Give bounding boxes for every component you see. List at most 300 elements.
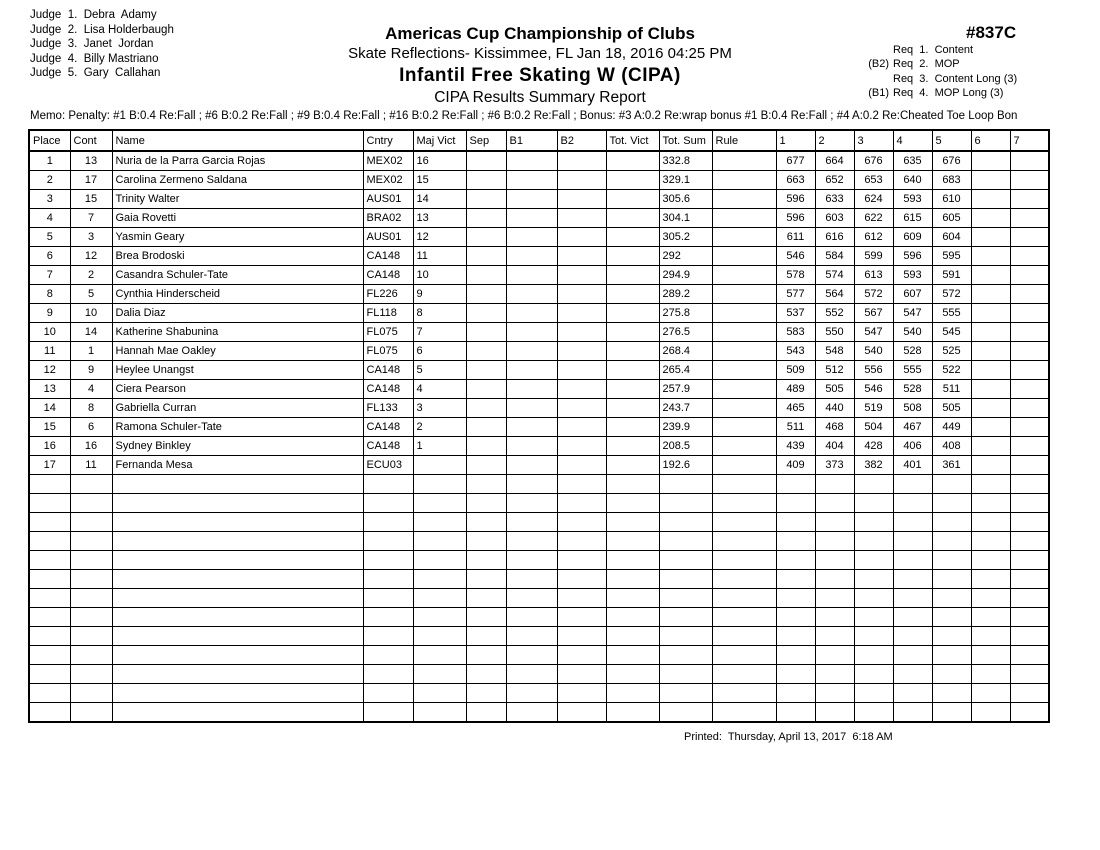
cell-totsum [659, 703, 712, 723]
cell-name: Ramona Schuler-Tate [112, 418, 363, 437]
cell-j6 [971, 684, 1010, 703]
cell-b1 [506, 532, 557, 551]
empty-row [29, 665, 1049, 684]
event-number: #837C [966, 23, 1017, 42]
requirement-prefix: (B1) [868, 86, 889, 99]
cell-cont [70, 684, 112, 703]
cell-j1: 511 [776, 418, 815, 437]
cell-j5 [932, 513, 971, 532]
empty-row [29, 494, 1049, 513]
cell-j1 [776, 532, 815, 551]
cell-j7 [1010, 209, 1049, 228]
cell-sep [466, 646, 506, 665]
cell-majvict: 16 [413, 151, 466, 171]
cell-j6 [971, 513, 1010, 532]
cell-totvict [606, 703, 659, 723]
cell-cont [70, 608, 112, 627]
cell-cont [70, 703, 112, 723]
cell-j3 [854, 589, 893, 608]
cell-j6 [971, 646, 1010, 665]
cell-place: 3 [29, 190, 70, 209]
cell-totvict [606, 665, 659, 684]
cell-sep [466, 665, 506, 684]
cell-sep [466, 475, 506, 494]
cell-totsum [659, 665, 712, 684]
cell-rule [712, 513, 776, 532]
cell-j5 [932, 703, 971, 723]
cell-place: 6 [29, 247, 70, 266]
cell-b1 [506, 494, 557, 513]
cell-totvict [606, 228, 659, 247]
cell-j5: 449 [932, 418, 971, 437]
cell-cont: 4 [70, 380, 112, 399]
cell-j2: 552 [815, 304, 854, 323]
cell-b2 [557, 665, 606, 684]
cell-j6 [971, 627, 1010, 646]
cell-j7 [1010, 703, 1049, 723]
cell-place: 11 [29, 342, 70, 361]
cell-sep [466, 703, 506, 723]
cell-j7 [1010, 228, 1049, 247]
cell-place [29, 608, 70, 627]
cell-majvict: 2 [413, 418, 466, 437]
cell-cntry: CA148 [363, 361, 413, 380]
cell-cntry [363, 551, 413, 570]
cell-j3: 382 [854, 456, 893, 475]
cell-b1 [506, 323, 557, 342]
cell-j3: 567 [854, 304, 893, 323]
cell-name [112, 551, 363, 570]
cell-j4: 406 [893, 437, 932, 456]
cell-sep [466, 418, 506, 437]
cell-cntry: CA148 [363, 418, 413, 437]
cell-place [29, 570, 70, 589]
cell-rule [712, 151, 776, 171]
cell-sep [466, 399, 506, 418]
cell-j3: 504 [854, 418, 893, 437]
cell-name [112, 532, 363, 551]
cell-j7 [1010, 190, 1049, 209]
cell-b1 [506, 209, 557, 228]
empty-row [29, 513, 1049, 532]
cell-totsum: 332.8 [659, 151, 712, 171]
cell-j1: 583 [776, 323, 815, 342]
cell-j5 [932, 608, 971, 627]
cell-j4 [893, 665, 932, 684]
cell-name: Carolina Zermeno Saldana [112, 171, 363, 190]
cell-totvict [606, 209, 659, 228]
cell-place: 14 [29, 399, 70, 418]
column-header-j6: 6 [971, 130, 1010, 151]
cell-b2 [557, 399, 606, 418]
cell-rule [712, 247, 776, 266]
cell-cntry [363, 475, 413, 494]
cell-sep [466, 551, 506, 570]
cell-j7 [1010, 513, 1049, 532]
cell-place [29, 646, 70, 665]
cell-j3: 612 [854, 228, 893, 247]
cell-j2: 550 [815, 323, 854, 342]
cell-totsum: 192.6 [659, 456, 712, 475]
cell-name [112, 494, 363, 513]
cell-j2 [815, 703, 854, 723]
cell-j3 [854, 627, 893, 646]
cell-j4 [893, 551, 932, 570]
cell-name [112, 703, 363, 723]
cell-j5 [932, 475, 971, 494]
table-row [29, 171, 1049, 190]
cell-name [112, 608, 363, 627]
cell-j2 [815, 608, 854, 627]
cell-j6 [971, 418, 1010, 437]
cell-j5: 595 [932, 247, 971, 266]
cell-name: Gabriella Curran [112, 399, 363, 418]
cell-rule [712, 285, 776, 304]
table-row [29, 304, 1049, 323]
judge-line: Judge 1. Debra Adamy [30, 9, 157, 21]
cell-majvict [413, 627, 466, 646]
cell-j5: 605 [932, 209, 971, 228]
cell-b1 [506, 665, 557, 684]
cell-j7 [1010, 342, 1049, 361]
cell-j2 [815, 570, 854, 589]
empty-row [29, 627, 1049, 646]
cell-place: 10 [29, 323, 70, 342]
cell-cntry: MEX02 [363, 171, 413, 190]
cell-j3: 556 [854, 361, 893, 380]
cell-totsum: 305.2 [659, 228, 712, 247]
cell-b2 [557, 646, 606, 665]
cell-totsum [659, 513, 712, 532]
cell-sep [466, 266, 506, 285]
cell-place [29, 665, 70, 684]
cell-cont: 13 [70, 151, 112, 171]
cell-j2: 574 [815, 266, 854, 285]
cell-j6 [971, 380, 1010, 399]
column-header-cntry: Cntry [363, 130, 413, 151]
cell-j5: 604 [932, 228, 971, 247]
cell-j6 [971, 285, 1010, 304]
cell-cont: 14 [70, 323, 112, 342]
cell-b2 [557, 323, 606, 342]
cell-majvict [413, 646, 466, 665]
cell-name: Katherine Shabunina [112, 323, 363, 342]
cell-cont [70, 570, 112, 589]
cell-majvict: 12 [413, 228, 466, 247]
cell-place [29, 513, 70, 532]
cell-sep [466, 190, 506, 209]
cell-j1: 509 [776, 361, 815, 380]
cell-b1 [506, 513, 557, 532]
cell-b1 [506, 247, 557, 266]
cell-j1: 677 [776, 151, 815, 171]
cell-j7 [1010, 361, 1049, 380]
cell-place: 4 [29, 209, 70, 228]
cell-rule [712, 418, 776, 437]
header-row [29, 130, 1049, 151]
cell-cont: 12 [70, 247, 112, 266]
requirement-prefix [863, 43, 889, 57]
cell-b2 [557, 247, 606, 266]
cell-j6 [971, 703, 1010, 723]
cell-sep [466, 513, 506, 532]
cell-j6 [971, 151, 1010, 171]
cell-sep [466, 323, 506, 342]
cell-sep [466, 532, 506, 551]
cell-place: 7 [29, 266, 70, 285]
cell-j7 [1010, 494, 1049, 513]
cell-totvict [606, 589, 659, 608]
cell-j4: 547 [893, 304, 932, 323]
cell-j4: 528 [893, 342, 932, 361]
cell-totvict [606, 190, 659, 209]
cell-j7 [1010, 266, 1049, 285]
cell-j1 [776, 551, 815, 570]
cell-j4: 467 [893, 418, 932, 437]
cell-cont: 7 [70, 209, 112, 228]
column-header-b2: B2 [557, 130, 606, 151]
event-title: Infantil Free Skating W (CIPA) [399, 65, 681, 86]
cell-totsum [659, 494, 712, 513]
cell-b1 [506, 171, 557, 190]
cell-rule [712, 665, 776, 684]
cell-totvict [606, 285, 659, 304]
results-body [29, 151, 1049, 722]
table-row [29, 380, 1049, 399]
cell-name: Heylee Unangst [112, 361, 363, 380]
requirement-line [863, 86, 1017, 100]
cell-b2 [557, 380, 606, 399]
cell-totsum [659, 475, 712, 494]
cell-b2 [557, 570, 606, 589]
cell-totvict [606, 171, 659, 190]
cell-sep [466, 304, 506, 323]
cell-totsum: 305.6 [659, 190, 712, 209]
cell-rule [712, 608, 776, 627]
cell-rule [712, 266, 776, 285]
cell-totvict [606, 323, 659, 342]
cell-j5 [932, 646, 971, 665]
cell-j5: 572 [932, 285, 971, 304]
cell-majvict [413, 608, 466, 627]
cell-j3 [854, 513, 893, 532]
cell-rule [712, 228, 776, 247]
judge-line: Judge 2. Lisa Holderbaugh [30, 23, 174, 36]
cell-j2: 548 [815, 342, 854, 361]
cell-rule [712, 456, 776, 475]
cell-b2 [557, 589, 606, 608]
cell-j2: 664 [815, 151, 854, 171]
cell-j1: 537 [776, 304, 815, 323]
table-row [29, 247, 1049, 266]
cell-sep [466, 361, 506, 380]
column-header-j5: 5 [932, 130, 971, 151]
cell-j4 [893, 475, 932, 494]
cell-cntry: CA148 [363, 380, 413, 399]
cell-j7 [1010, 665, 1049, 684]
cell-j2 [815, 646, 854, 665]
cell-j7 [1010, 437, 1049, 456]
cell-j1: 577 [776, 285, 815, 304]
column-header-place: Place [29, 130, 70, 151]
cell-place: 12 [29, 361, 70, 380]
cell-j5 [932, 494, 971, 513]
column-header-totsum: Tot. Sum [659, 130, 712, 151]
cell-place [29, 684, 70, 703]
cell-rule [712, 627, 776, 646]
cell-sep [466, 627, 506, 646]
cell-j3: 519 [854, 399, 893, 418]
cell-j1 [776, 475, 815, 494]
cell-j1: 543 [776, 342, 815, 361]
cell-cntry: ECU03 [363, 456, 413, 475]
cell-totsum: 265.4 [659, 361, 712, 380]
cell-j2: 468 [815, 418, 854, 437]
cell-totvict [606, 304, 659, 323]
cell-totsum [659, 589, 712, 608]
cell-totsum: 257.9 [659, 380, 712, 399]
cell-j2 [815, 551, 854, 570]
cell-totvict [606, 475, 659, 494]
cell-name: Brea Brodoski [112, 247, 363, 266]
cell-cntry: MEX02 [363, 151, 413, 171]
cell-j4 [893, 513, 932, 532]
cell-name: Fernanda Mesa [112, 456, 363, 475]
cell-name [112, 513, 363, 532]
cell-j3: 428 [854, 437, 893, 456]
cell-totsum: 329.1 [659, 171, 712, 190]
cell-j4: 528 [893, 380, 932, 399]
cell-j4: 640 [893, 171, 932, 190]
cell-j7 [1010, 171, 1049, 190]
cell-j3: 653 [854, 171, 893, 190]
results-table-container [28, 129, 1050, 723]
cell-sep [466, 684, 506, 703]
cell-j3 [854, 570, 893, 589]
cell-name: Ciera Pearson [112, 380, 363, 399]
cell-majvict: 5 [413, 361, 466, 380]
cell-j3: 624 [854, 190, 893, 209]
cell-cont: 11 [70, 456, 112, 475]
cell-rule [712, 323, 776, 342]
cell-majvict [413, 570, 466, 589]
cell-place [29, 627, 70, 646]
cell-j2: 505 [815, 380, 854, 399]
cell-j5 [932, 532, 971, 551]
cell-majvict [413, 532, 466, 551]
cell-majvict [413, 589, 466, 608]
report-type-line: CIPA Results Summary Report [434, 89, 646, 106]
column-header-rule: Rule [712, 130, 776, 151]
judge-line: Judge 4. Billy Mastriano [30, 52, 159, 65]
cell-majvict: 7 [413, 323, 466, 342]
cell-j4: 555 [893, 361, 932, 380]
cell-cntry [363, 646, 413, 665]
cell-j3: 572 [854, 285, 893, 304]
cell-b1 [506, 703, 557, 723]
cell-b1 [506, 646, 557, 665]
cell-place: 16 [29, 437, 70, 456]
cell-sep [466, 437, 506, 456]
cell-cont: 9 [70, 361, 112, 380]
requirement-line [863, 43, 1017, 57]
cell-j6 [971, 304, 1010, 323]
cell-place [29, 494, 70, 513]
cell-cntry [363, 513, 413, 532]
cell-j3 [854, 494, 893, 513]
cell-b2 [557, 342, 606, 361]
cell-j3: 547 [854, 323, 893, 342]
cell-j5: 505 [932, 399, 971, 418]
cell-j4: 540 [893, 323, 932, 342]
cell-majvict: 1 [413, 437, 466, 456]
cell-cntry: AUS01 [363, 190, 413, 209]
cell-totsum: 208.5 [659, 437, 712, 456]
cell-j2: 652 [815, 171, 854, 190]
cell-sep [466, 247, 506, 266]
cell-cntry [363, 703, 413, 723]
cell-b2 [557, 304, 606, 323]
cell-j1: 578 [776, 266, 815, 285]
cell-cont [70, 494, 112, 513]
cell-totsum: 268.4 [659, 342, 712, 361]
cell-j3: 546 [854, 380, 893, 399]
cell-j1 [776, 665, 815, 684]
cell-cont: 2 [70, 266, 112, 285]
cell-majvict: 13 [413, 209, 466, 228]
cell-j5 [932, 570, 971, 589]
cell-b1 [506, 266, 557, 285]
cell-rule [712, 532, 776, 551]
cell-rule [712, 589, 776, 608]
cell-totvict [606, 570, 659, 589]
cell-j5: 683 [932, 171, 971, 190]
cell-j2 [815, 532, 854, 551]
cell-j6 [971, 532, 1010, 551]
cell-j2 [815, 494, 854, 513]
cell-cntry: CA148 [363, 247, 413, 266]
table-row [29, 285, 1049, 304]
cell-place [29, 703, 70, 723]
cell-j7 [1010, 646, 1049, 665]
cell-b1 [506, 380, 557, 399]
cell-totsum: 294.9 [659, 266, 712, 285]
requirement-text: Req 4. MOP Long (3) [893, 86, 1004, 99]
cell-j4: 607 [893, 285, 932, 304]
results-table [28, 129, 1050, 723]
cell-j5: 555 [932, 304, 971, 323]
cell-j7 [1010, 627, 1049, 646]
requirement-text: Req 2. MOP [893, 58, 960, 71]
cell-rule [712, 171, 776, 190]
cell-b1 [506, 304, 557, 323]
cell-b2 [557, 627, 606, 646]
cell-totvict [606, 437, 659, 456]
table-row [29, 266, 1049, 285]
cell-b1 [506, 551, 557, 570]
cell-j1: 663 [776, 171, 815, 190]
cell-b1 [506, 570, 557, 589]
column-header-majvict: Maj Vict [413, 130, 466, 151]
cell-rule [712, 475, 776, 494]
cell-name: Hannah Mae Oakley [112, 342, 363, 361]
cell-cntry [363, 665, 413, 684]
cell-j1: 465 [776, 399, 815, 418]
cell-majvict [413, 703, 466, 723]
cell-cont: 5 [70, 285, 112, 304]
cell-j4 [893, 703, 932, 723]
cell-totvict [606, 513, 659, 532]
